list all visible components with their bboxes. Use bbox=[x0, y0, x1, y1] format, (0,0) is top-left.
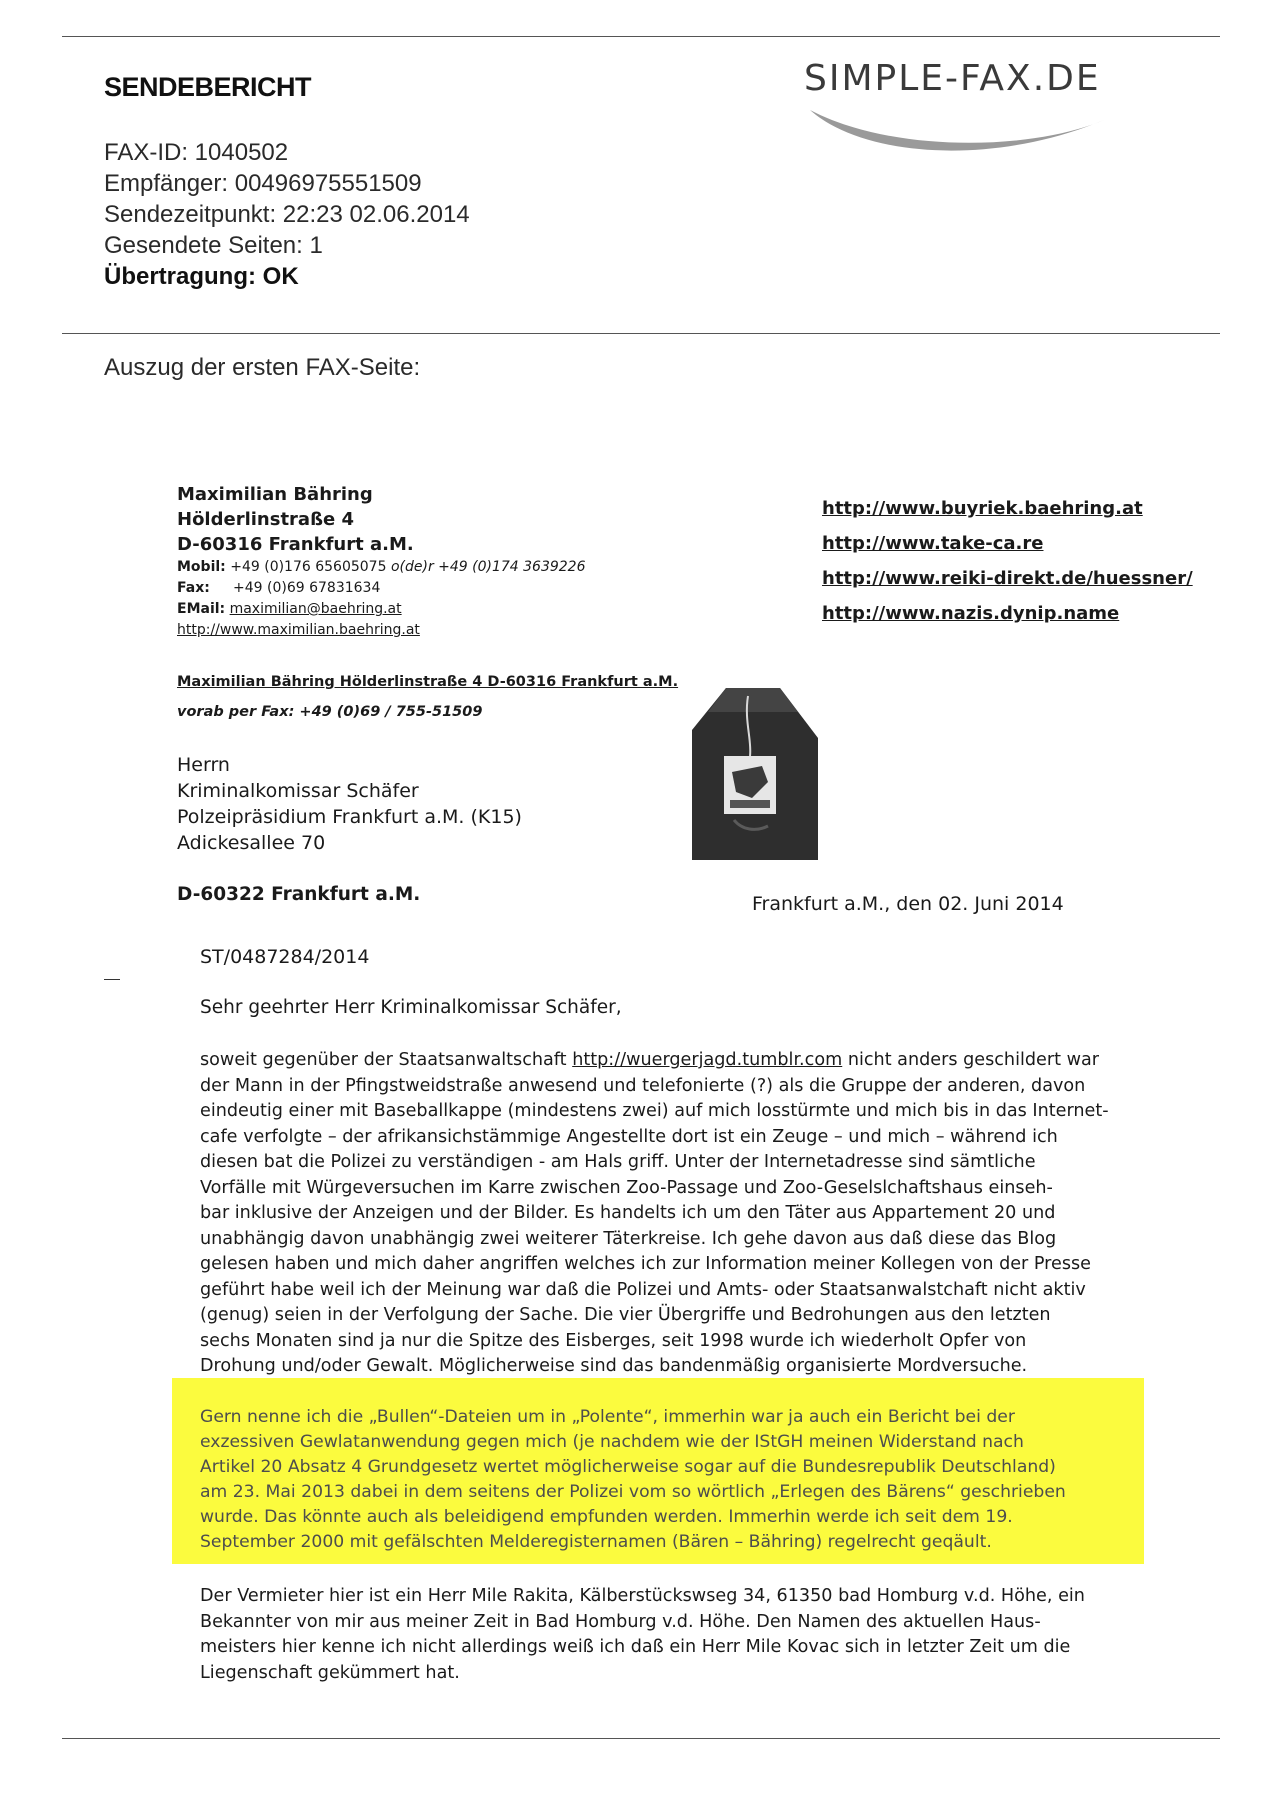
recipient-line: Polzeipräsidium Frankfurt a.M. (K15) bbox=[177, 806, 522, 828]
pages-sent: Gesendete Seiten: 1 bbox=[104, 232, 323, 259]
paragraph-line: bar inklusive der Anzeigen und der Bilder. Es handelts ich um den Täter aus Appartement 20 und bbox=[200, 1203, 1056, 1223]
sender-name: Maximilian Bähring bbox=[177, 484, 373, 505]
tumblr-link[interactable]: http://wuergerjagd.tumblr.com bbox=[572, 1050, 843, 1070]
fax-value: +49 (0)69 67831634 bbox=[233, 580, 381, 596]
paragraph-line: Bekannter von mir aus meiner Zeit in Bad Homburg v.d. Höhe. Den Namen des aktuellen Haus- bbox=[200, 1611, 1041, 1632]
sender-street: Hölderlinstraße 4 bbox=[177, 509, 355, 530]
text-span: nicht anders geschildert war bbox=[847, 1050, 1099, 1070]
paragraph-2-highlighted bbox=[200, 1405, 1066, 1555]
text-span: soweit gegenüber der Staatsanwaltschaft bbox=[200, 1050, 567, 1070]
link-item[interactable]: http://www.buyriek.baehring.at bbox=[822, 498, 1143, 519]
link-item[interactable]: http://www.nazis.dynip.name bbox=[822, 603, 1120, 624]
recipient-city: D-60322 Frankfurt a.M. bbox=[177, 884, 421, 905]
email-link[interactable]: maximilian@baehring.at bbox=[229, 601, 402, 617]
recipient-address bbox=[177, 752, 522, 908]
transmission-status: Übertragung: OK bbox=[104, 263, 299, 290]
paragraph-line: exzessiven Gewlatanwendung gegen mich (je nachdem wie der IStGH meinen Widerstand nach bbox=[200, 1432, 1024, 1452]
paragraph-line: (genug) seien in der Verfolgung der Sache. Die vier Übergriffe und Bedrohungen aus den letzten bbox=[200, 1305, 1051, 1325]
excerpt-label: Auszug der ersten FAX-Seite: bbox=[104, 354, 421, 381]
paragraph-3 bbox=[200, 1584, 1085, 1686]
paragraph-line: der Mann in der Pfingstweidstraße anwesend und telefonierte (?) als die Gruppe der anderen, davon bbox=[200, 1075, 1086, 1096]
report-meta bbox=[104, 137, 470, 292]
paragraph-line: diesen bat die Polizei zu verständigen - am Hals griff. Unter der Internetadresse sind sämtliche bbox=[200, 1152, 1036, 1172]
fax-id: FAX-ID: 1040502 bbox=[104, 139, 289, 166]
paragraph-line: Vorfälle mit Würgeversuchen im Karre zwischen Zoo-Passage und Zoo-Geselslchaftshaus einseh- bbox=[200, 1177, 1053, 1198]
simple-fax-logo bbox=[804, 58, 1204, 156]
paragraph-line: gelesen haben und mich daher angriffen welches ich zur Information meiner Kollegen von der Presse bbox=[200, 1254, 1092, 1274]
mobil-value: +49 (0)176 65605075 bbox=[230, 559, 387, 575]
paragraph-line: cafe verfolgte – der afrikansichstämmige Angestellte dort ist ein Zeuge – und mich – während ich bbox=[200, 1126, 1058, 1147]
fax-label: Fax: bbox=[177, 580, 210, 596]
reference-number: ST/0487284/2014 bbox=[200, 946, 370, 968]
paragraph-line: Artikel 20 Absatz 4 Grundgesetz wertet möglicherweise sogar auf die Bundesrepublik Deutschland) bbox=[200, 1457, 1056, 1477]
paragraph-line: geführt habe weil ich der Meinung war daß die Polizei und Amts- oder Staatsanwalstchaft nicht aktiv bbox=[200, 1279, 1086, 1300]
recipient-line: Adickesallee 70 bbox=[177, 832, 326, 854]
paragraph-line: Der Vermieter hier ist ein Herr Mile Rakita, Kälberstückswseg 34, 61350 bad Homburg v.d. Höhe, ein bbox=[200, 1586, 1085, 1606]
sender-fax bbox=[177, 578, 586, 599]
teabag-photo-image bbox=[686, 680, 820, 864]
link-item[interactable]: http://www.reiki-direkt.de/huessner/ bbox=[822, 568, 1193, 589]
prefax-line: vorab per Fax: +49 (0)69 / 755-51509 bbox=[177, 704, 483, 720]
bottom-rule bbox=[62, 1738, 1220, 1739]
send-time: Sendezeitpunkt: 22:23 02.06.2014 bbox=[104, 201, 470, 228]
fax-recipient: Empfänger: 00496975551509 bbox=[104, 170, 422, 197]
letter-date: Frankfurt a.M., den 02. Juni 2014 bbox=[752, 893, 1064, 915]
paragraph-line: wurde. Das könnte auch als beleidigend empfunden werden. Immerhin werde ich seit dem 19. bbox=[200, 1507, 1013, 1527]
paragraph-line: unabhängig davon unabhängig zwei weiterer Täterkreise. Ich gehe davon aus daß diese das Blog bbox=[200, 1228, 1057, 1249]
link-list bbox=[822, 491, 1193, 631]
paragraph-line: Gern nenne ich die „Bullen“-Dateien um in „Polente“, immerhin war ja auch ein Bericht bei der bbox=[200, 1407, 1015, 1427]
mobil-label: Mobil: bbox=[177, 559, 226, 575]
email-label: EMail: bbox=[177, 601, 226, 617]
paragraph-line: eindeutig einer mit Baseballkappe (mindestens zwei) auf mich losstürmte und mich bis in das Internet- bbox=[200, 1101, 1109, 1121]
recipient-line: Herrn bbox=[177, 754, 230, 776]
paragraph-line: Drohung und/oder Gewalt. Möglicherweise sind das bandenmäßig organisierte Mordversuche. bbox=[200, 1356, 1028, 1376]
sender-mobil bbox=[177, 557, 586, 578]
top-rule bbox=[62, 36, 1220, 37]
sender-block bbox=[177, 482, 586, 641]
report-title: SENDEBERICHT bbox=[104, 72, 312, 102]
recipient-line: Kriminalkomissar Schäfer bbox=[177, 780, 419, 802]
paragraph-1 bbox=[200, 1048, 1109, 1380]
return-address: Maximilian Bähring Hölderlinstraße 4 D-60316 Frankfurt a.M. bbox=[177, 674, 679, 690]
sender-city: D-60316 Frankfurt a.M. bbox=[177, 534, 414, 555]
paragraph-line: am 23. Mai 2013 dabei in dem seitens der Polizei vom so wörtlich „Erlegen des Bärens“ geschrieben bbox=[200, 1482, 1066, 1502]
paragraph-line: meisters hier kenne ich nicht allerdings weiß ich daß ein Herr Mile Kovac sich in letzter Zeit um die bbox=[200, 1637, 1071, 1657]
paragraph-line bbox=[200, 1048, 1109, 1074]
mobil-alt: o(de)r +49 (0)174 3639226 bbox=[390, 559, 586, 575]
middle-rule bbox=[62, 333, 1220, 334]
link-item[interactable]: http://www.take-ca.re bbox=[822, 533, 1044, 554]
fold-mark bbox=[104, 979, 120, 980]
paragraph-line: September 2000 mit gefälschten Melderegisternamen (Bären – Bähring) regelrecht geqäult. bbox=[200, 1532, 992, 1552]
sender-web-link[interactable]: http://www.maximilian.baehring.at bbox=[177, 622, 420, 638]
sender-email bbox=[177, 599, 586, 620]
paragraph-line: Liegenschaft gekümmert hat. bbox=[200, 1662, 460, 1683]
salutation: Sehr geehrter Herr Kriminalkomissar Schäfer, bbox=[200, 997, 622, 1018]
logo-text: SIMPLE-FAX.DE bbox=[804, 58, 1101, 99]
paragraph-line: sechs Monaten sind ja nur die Spitze des Eisberges, seit 1998 wurde ich wiederholt Opfer von bbox=[200, 1330, 1027, 1351]
